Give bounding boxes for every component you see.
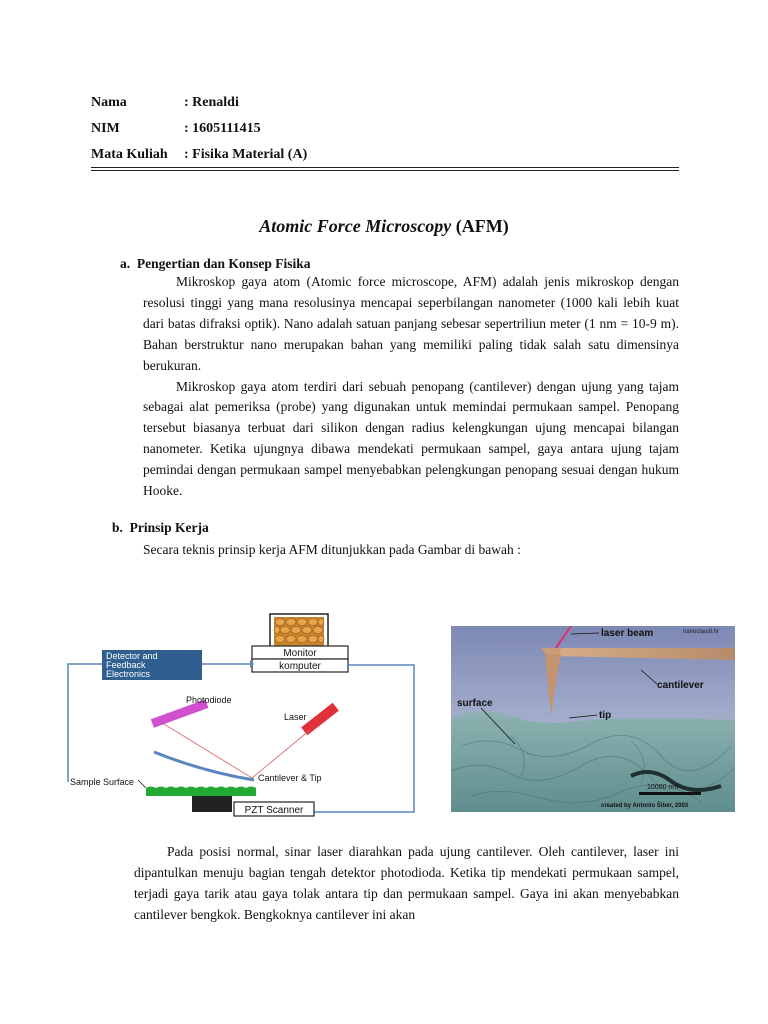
name-label: Nama	[91, 95, 127, 110]
header-divider	[91, 167, 679, 168]
title-plain: (AFM)	[451, 216, 509, 236]
closing-paragraph: Pada posisi normal, sinar laser diarahkan pada ujung cantilever. Oleh cantilever, laser ini dipantulkan menuju bagian tengah detektor photodioda. Ketika tip mendekati permukaan sampel, terjadi gaya tarik atau gaya tolak antara tip dan permukaan sampel. Gaya ini akan menyebabkan cantilever bengkok. Bengkoknya cantilever ini akan	[134, 844, 679, 922]
cantilever	[154, 752, 254, 780]
komputer-label: komputer	[279, 661, 321, 672]
section-a-paragraph-2: Mikroskop gaya atom terdiri dari sebuah penopang (cantilever) dengan ujung yang tajam sebagai alat pemeriksa (probe) yang digunakan untuk memindai permukaan sampel. Penopang tersebut biasanya terbuat dari silikon dengan radius kelengkungan ujung mencapai bilangan nanometer. Ketika ujungnya dibawa mendekati permukaan sampel, gaya antara ujung tajam pemindai dengan permukaan sampel menyebabkan pelengkungan penopang sesuai dengan hukum Hooke.	[143, 378, 679, 499]
title-italic: Atomic Force Microscopy	[259, 216, 452, 236]
sample-surface-label: Sample Surface	[70, 777, 135, 787]
section-b-heading: b. Prinsip Kerja	[112, 520, 209, 535]
detector-label-3: Electronics	[106, 669, 151, 679]
tip-label: tip	[599, 710, 612, 721]
section-b-body	[143, 540, 679, 561]
laser-beam-label: laser beam	[601, 628, 654, 639]
laser-icon	[301, 703, 339, 736]
pzt-label: PZT Scanner	[244, 805, 304, 816]
course-label: Mata Kuliah	[91, 147, 168, 162]
detector-label-2: Feedback	[106, 660, 146, 670]
cantilever-label: cantilever	[657, 680, 704, 691]
name-value: : Renaldi	[184, 95, 239, 110]
header-divider-2	[91, 170, 679, 171]
course-value: : Fisika Material (A)	[184, 147, 308, 162]
nim-value: : 1605111415	[184, 121, 261, 136]
nim-label: NIM	[91, 121, 120, 136]
section-a-body	[143, 272, 679, 502]
surface-label: surface	[457, 698, 493, 709]
detector-label-1: Detector and	[106, 651, 158, 661]
laser-beam	[164, 724, 310, 778]
section-b-intro: Secara teknis prinsip kerja AFM ditunjukkan pada Gambar di bawah :	[143, 542, 521, 557]
closing-body	[134, 842, 679, 926]
render-credit: created by Antonio Šiber, 2003	[601, 803, 689, 809]
monitor-screen-pattern	[274, 619, 324, 643]
section-a-paragraph-1: Mikroskop gaya atom (Atomic force microscope, AFM) adalah jenis mikroskop dengan resolusi tinggi yang mana resolusinya mencapai seperbilangan nanometer (1000 kali lebih kuat dari batas difraksi optik). Nano adalah satuan panjang sebesar sepertriliun meter (1 nm = 10-9 m). Bahan berstruktur nano merupakan bahan yang memiliki paling tidak salah satu dimensinya berukuran.	[143, 274, 679, 373]
scale-label: 10000 nm	[647, 784, 679, 791]
afm-schematic-diagram	[64, 612, 426, 822]
laser-label: Laser	[284, 712, 307, 722]
scale-bar	[639, 792, 701, 795]
afm-render-image	[451, 626, 735, 812]
sample-surface	[146, 788, 256, 796]
cantilever-tip-label: Cantilever & Tip	[258, 773, 322, 783]
scanner-block	[192, 796, 232, 812]
page-title	[0, 216, 768, 237]
site-watermark: nanoclaudi.hr	[683, 629, 720, 635]
section-a-heading: a. Pengertian dan Konsep Fisika	[120, 256, 311, 271]
photodiode-label: Photodiode	[186, 695, 232, 705]
monitor-label: Monitor	[283, 648, 317, 659]
